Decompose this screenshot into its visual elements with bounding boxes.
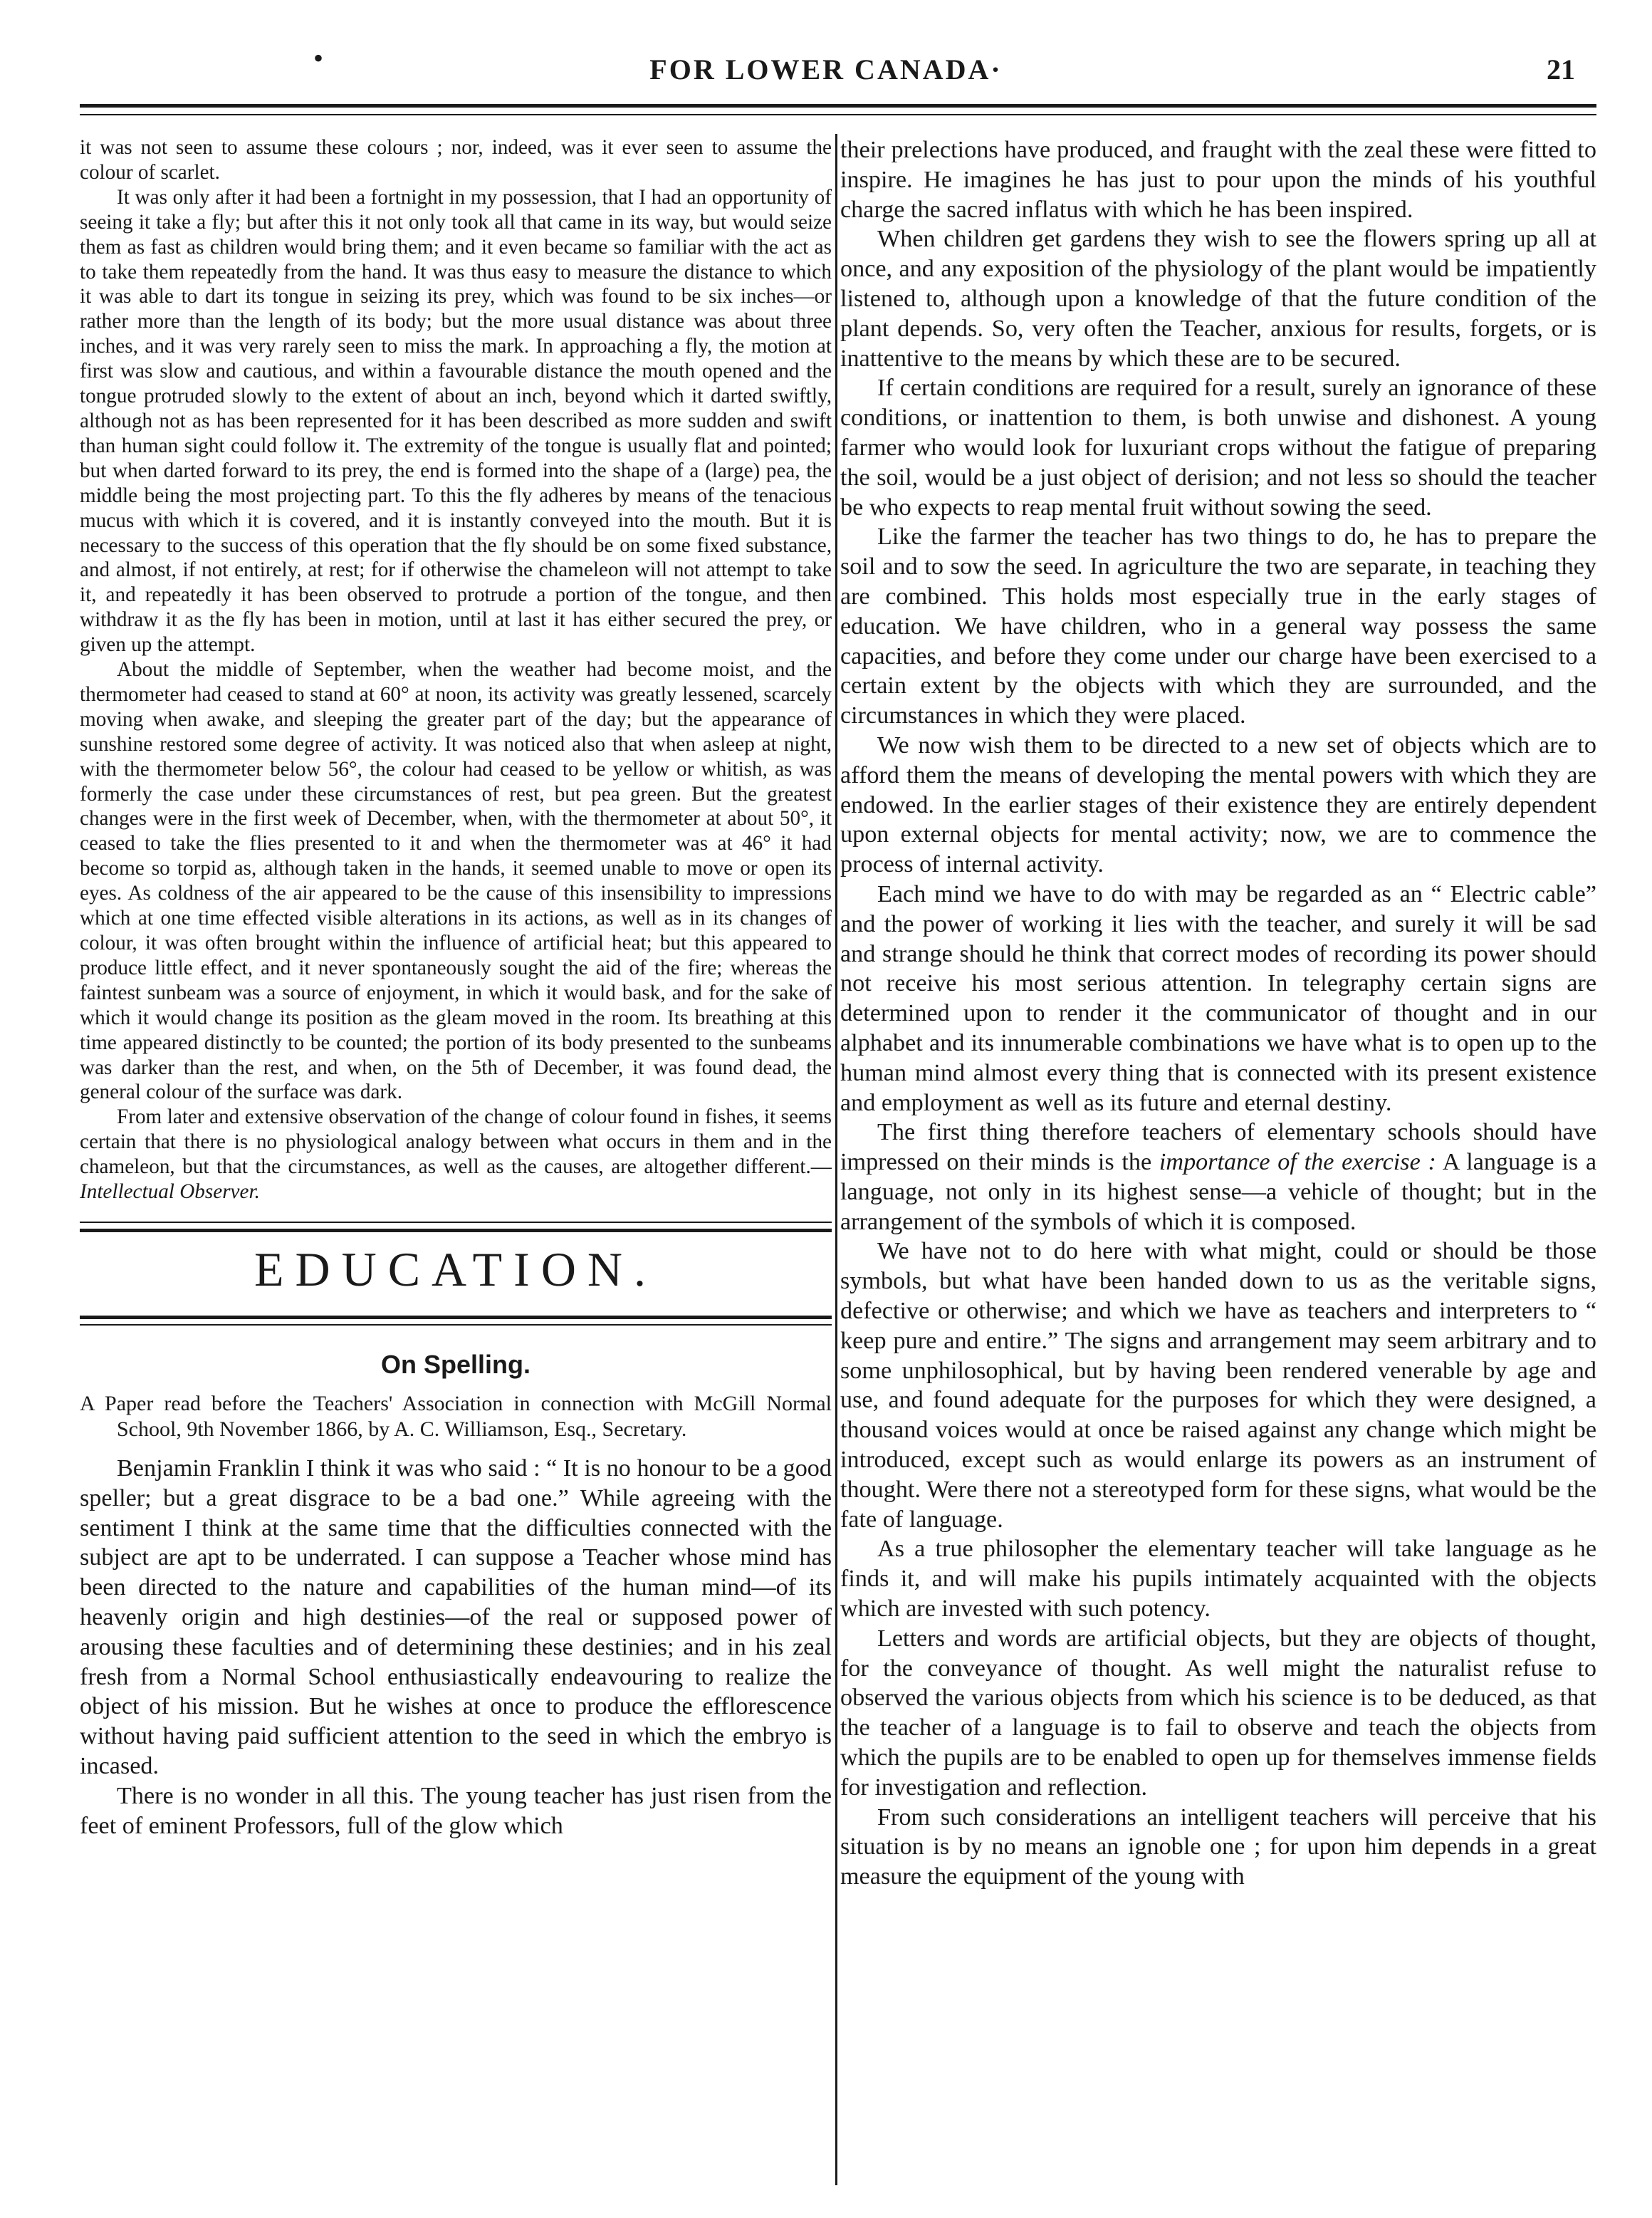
paragraph: It was only after it had been a fortnight in my possession, that I had an opportunity of seeing it take a fly; but after this it not only took all that came in its way, but would seize them as fast as children would bring them; and it even became so familiar with the act as to take them repeatedly from the hand. It was thus easy to measure the distance to which it was able to dart its tongue in seizing its prey, which was found to be six inches—or rather more than the length of its body; but the more usual distance was about three inches, and it was very rarely seen to miss the mark. In approaching a fly, the motion at first was slow and cautious, and within a favourable distance the mouth opened and the tongue protruded slowly to the extent of about an inch, beyond which it darted swiftly, although not as has been represented for it has been described as more sudden and swift than human sight could follow it. The extremity of the tongue is usually flat and pointed; but when darted forward to its prey, the end is formed into the shape of a (large) pea, the middle being the most projecting part. To this the fly adheres by means of the tenacious mucus with which it is covered, and it is instantly conveyed into the mouth. But it is necessary to the success of this operation that the fly should be on some fixed substance, and almost, if not entirely, at rest; for if otherwise the chameleon will not attempt to take it, and repeatedly it has been observed to protrude a portion of the tongue, and then withdraw it as the fly has been in motion, until at last it has either secured the prey, or given up the attempt. (80, 185, 832, 657)
chameleon-article-continuation (80, 135, 832, 1204)
paragraph (840, 1118, 1596, 1236)
column-divider (835, 134, 837, 2185)
paragraph: When children get gardens they wish to see the flowers spring up all at once, and any exposition of the physiology of the plant would be impatiently listened to, although upon a knowledge of that the future condition of the plant depends. So, very often the Teacher, anxious for results, forgets, or is inattentive to the means by which these are to be secured. (840, 226, 1596, 372)
paragraph: Like the farmer the teacher has two things to do, he has to prepare the soil and to sow the seed. In agriculture the two are separate, in teaching they are combined. This holds most especially true in the early stages of education. We have children, who in a general way possess the same capacities, and before they come under our charge have been exercised to a certain extent by the objects with which they are surrounded, and the circumstances in which they were placed. (840, 524, 1596, 729)
header-rule-thin (80, 114, 1596, 115)
paragraph: There is no wonder in all this. The young teacher has just risen from the feet of eminent Professors, full of the glow which (80, 1782, 832, 1839)
paragraph: We now wish them to be directed to a new set of objects which are to afford them the means of developing the mental powers with which they are endowed. In the earlier stages of their existence they are entirely dependent upon external objects for mental activity; now, we are to commence the process of internal activity. (840, 731, 1596, 878)
section-title: EDUCATION. (253, 1241, 658, 1296)
left-column (80, 135, 832, 2168)
paragraph: Benjamin Franklin I think it was who said : “ It is no honour to be a good speller; but a great disgrace to be a bad one.” While agreeing with the sentiment I think at the same time that the difficulties connected with the subject are apt to be underrated. I can suppose a Teacher whose mind has been directed to the nature and capabilities of the human mind—of its heavenly origin and high destinies—of the real or supposed power of arousing these faculties and of determining these destinies; and in his zeal fresh from a Normal School enthusiastically endeavouring to realize the object of his mission. But he wishes at once to produce the efflorescence without having paid sufficient attention to the seed in which the embryo is incased. (80, 1454, 832, 1779)
article-title: On Spelling. (380, 1349, 530, 1379)
paragraph-text: A language is a language, not only in its highest sense—a vehicle of thought; but in the arrangement of the symbols of which it is composed. (840, 1149, 1596, 1235)
paragraph-text: From later and extensive observation of the change of colour found in fishes, it seems certain that there is no physiological analogy between what occurs in them and in the chameleon, but that the circumstances, as well as the causes, are altogether different.— (80, 1105, 832, 1179)
paragraph: As a true philosopher the elementary teacher will take language as he finds it, and will make his pupils intimately acquainted with the objects which are invested with such potency. (840, 1536, 1596, 1623)
article-byline: A Paper read before the Teachers' Association in connection with McGill Normal School, 9th November 1866, by A. C. Williamson, Esq., Secretary. (80, 1391, 832, 1441)
paragraph: If certain conditions are required for a result, surely an ignorance of these conditions, or inattention to them, is both unwise and dishonest. A young farmer who would look for luxuriant crops without the fatigue of preparing the soil, would be a just object of derision; and not less so should the teacher be who expects to reap mental fruit without sowing the seed. (840, 375, 1596, 521)
paragraph: We have not to do here with what might, could or should be those symbols, but what have been handed down to us as the veritable signs, defective or otherwise; and which we have as teachers and interpreters to “ keep pure and entire.” The signs and arrangement may seem arbitrary and to some unphilosophical, but by having been rendered venerable by age and use, and found adequate for the purposes for which they were designed, a thousand voices would at once be raised against any change which might be introduced, except such as would enlarge its powers as an instrument of thought. Were there not a stereotyped form for these signs, what would be the fate of language. (840, 1238, 1596, 1533)
spelling-article-body (80, 1454, 832, 1840)
section-divider (80, 1222, 832, 1330)
paragraph: About the middle of September, when the weather had become moist, and the thermometer had ceased to stand at 60° at noon, its activity was greatly lessened, scarcely moving when awake, and sleeping the greater part of the day; but the appearance of sunshine restored some degree of activity. It was noticed also that when asleep at night, with the thermometer below 56°, the colour had ceased to be yellow or whitish, as was formerly the case under these circumstances of rest, but pea green. But the greatest changes were in the first week of December, when, with the thermometer at about 50°, it ceased to take the flies presented to it and when the thermometer was at 46° it had become so torpid as, although taken in the hands, it seemed unable to move or open its eyes. As coldness of the air appeared to be the cause of this insensibility to impressions which at one time effected visible alterations in its actions, as well as in its changes of colour, it was often brought within the influence of artificial heat; but this appeared to produce little effect, and it never spontaneously sought the aid of the fire; whereas the faintest sunbeam was a source of enjoyment, in which it would bask, and for the sake of which it would change its position as the gleam moved in the room. Its breathing at this time appeared distinctly to be counted; the portion of its body presented to the sunbeams was darker than the rest, and when, on the 5th of December, it was found dead, the general colour of the surface was dark. (80, 658, 832, 1104)
rule-bottom-thin (80, 1324, 832, 1326)
paragraph: Letters and words are artificial objects, but they are objects of thought, for the conveyance of thought. As well might the naturalist refuse to observed the various objects from which his science is to be deduced, as that the teacher of a language is to fail to observe and teach the objects from which the pupils are to be enabled to open up for themselves immense fields for investigation and reflection. (840, 1625, 1596, 1801)
right-column (840, 135, 1596, 2168)
paragraph-text: The first thing therefore teachers of elementary schools should have impressed on their minds is the (840, 1119, 1596, 1176)
rule-bottom-thick (80, 1316, 832, 1319)
paragraph (80, 1105, 832, 1204)
rule-top-thin (80, 1222, 832, 1223)
rule-top-thick (80, 1229, 832, 1232)
paragraph: their prelections have produced, and fraught with the zeal these were fitted to inspire. He imagines he has just to pour upon the minds of his youthful charge the sacred inflatus with which he has been inspired. (840, 137, 1596, 223)
page-header-title: FOR LOWER CANADA· (649, 53, 1003, 85)
running-head (0, 0, 1652, 114)
paragraph: From such considerations an intelligent teachers will perceive that his situation is by no means an ignoble one ; for upon him depends in a great measure the equipment of the young with (840, 1803, 1596, 1890)
paragraph: it was not seen to assume these colours ; nor, indeed, was it ever seen to assume the colour of scarlet. (80, 136, 832, 184)
page-number: 21 (1547, 53, 1575, 85)
header-rule-thick (80, 104, 1596, 108)
paragraph: Each mind we have to do with may be regarded as an “ Electric cable” and the power of working it lies with the teacher, and surely it will be sad and strange should he think that correct modes of recording its power should not receive his most serious attention. In telegraphy certain signs are determined upon to render it the communicator of thought and in our alphabet and its innumerable combinations we have what is to open up to the human mind almost every thing that is connected with its present existence and employment as well as its future and eternal destiny. (840, 880, 1596, 1116)
emphasis-text: importance of the exercise : (1159, 1149, 1436, 1176)
header-mark: • (313, 42, 324, 74)
source-citation: Intellectual Observer. (80, 1180, 260, 1204)
